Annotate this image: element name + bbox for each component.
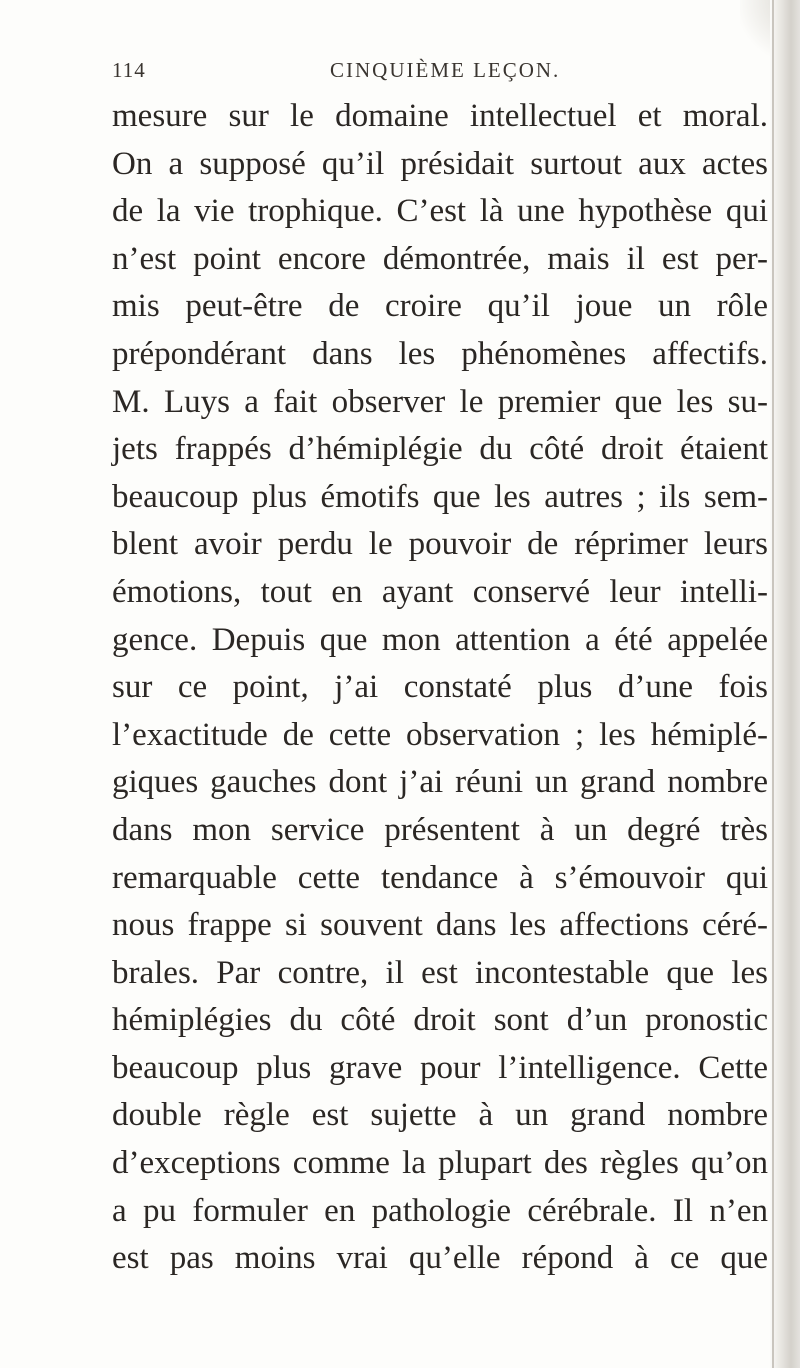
- text-line: blent avoir perdu le pouvoir de réprimer leurs: [112, 526, 768, 563]
- text-line: l’exactitude de cette observation ; les hémiplé-: [112, 716, 768, 753]
- text-line: dans mon service présentent à un degré très: [112, 811, 768, 848]
- text-line: gence. Depuis que mon attention a été appelée: [112, 621, 768, 658]
- text-line: n’est point encore démontrée, mais il est per-: [112, 240, 768, 277]
- text-line: est pas moins vrai qu’elle répond à ce que: [112, 1240, 768, 1277]
- body-text: [112, 93, 768, 1283]
- running-title: CINQUIÈME LEÇON.: [330, 58, 561, 82]
- text-line: a pu formuler en pathologie cérébrale. Il n’en: [112, 1192, 768, 1229]
- text-line: On a supposé qu’il présidait surtout aux actes: [112, 145, 768, 182]
- gutter-edge: [772, 0, 774, 1368]
- text-line: nous frappe si souvent dans les affections céré-: [112, 907, 768, 944]
- running-head: [112, 58, 772, 92]
- text-line: giques gauches dont j’ai réuni un grand nombre: [112, 764, 768, 801]
- text-line: mis peut-être de croire qu’il joue un rôle: [112, 288, 768, 325]
- text-line: prépondérant dans les phénomènes affectifs.: [112, 335, 768, 372]
- text-line: hémiplégies du côté droit sont d’un pronostic: [112, 1002, 768, 1039]
- text-line: beaucoup plus émotifs que les autres ; ils sem-: [112, 478, 768, 515]
- text-line: d’exceptions comme la plupart des règles qu’on: [112, 1145, 768, 1182]
- text-line: de la vie trophique. C’est là une hypothèse qui: [112, 193, 768, 230]
- text-line: remarquable cette tendance à s’émouvoir qui: [112, 859, 768, 896]
- text-line: sur ce point, j’ai constaté plus d’une fois: [112, 669, 768, 706]
- binding-gutter: [770, 0, 800, 1368]
- text-line: double règle est sujette à un grand nombre: [112, 1097, 768, 1134]
- text-line: brales. Par contre, il est incontestable que les: [112, 954, 768, 991]
- text-line: émotions, tout en ayant conservé leur intelli-: [112, 573, 768, 610]
- text-line: mesure sur le domaine intellectuel et moral.: [112, 98, 768, 134]
- text-line: M. Luys a fait observer le premier que les su-: [112, 383, 768, 420]
- text-line: jets frappés d’hémiplégie du côté droit étaient: [112, 431, 768, 468]
- page-number: 114: [112, 58, 146, 82]
- text-line: beaucoup plus grave pour l’intelligence. Cette: [112, 1049, 768, 1086]
